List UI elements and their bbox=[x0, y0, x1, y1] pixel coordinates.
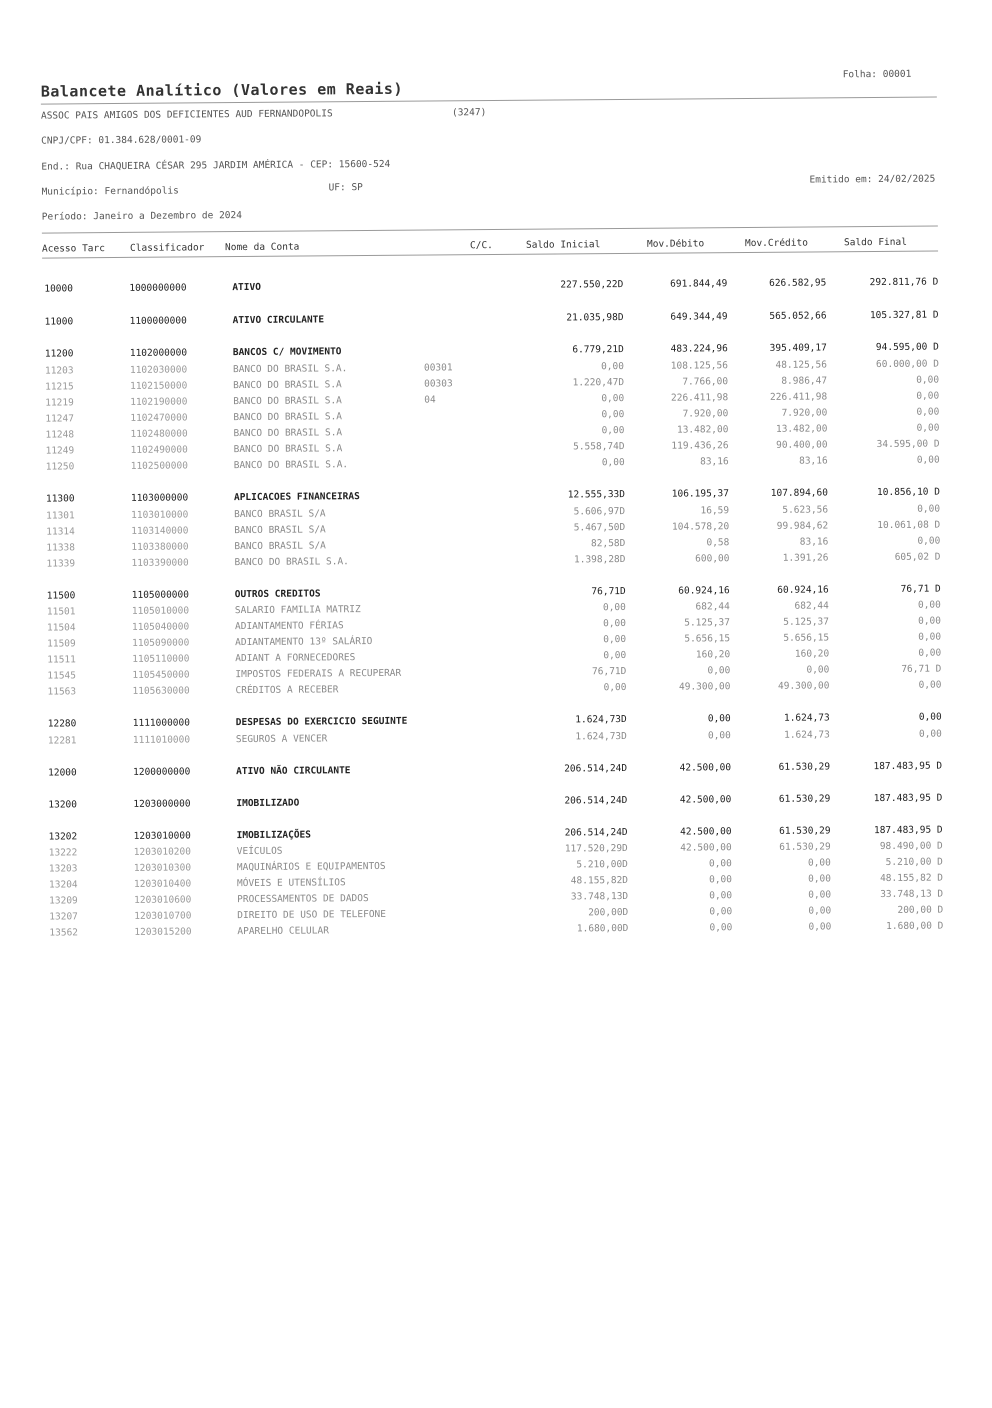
initial-balance: 227.550,22D bbox=[560, 279, 624, 291]
final-balance: 0,00 bbox=[916, 406, 940, 418]
address-line: End.: Rua CHAQUEIRA CÉSAR 295 JARDIM AMÉRICA - CEP: 15600-524 bbox=[41, 158, 391, 173]
classifier-code: 1102490000 bbox=[130, 444, 188, 456]
account-code: 12000 bbox=[48, 767, 77, 779]
account-code: 13202 bbox=[48, 831, 78, 843]
account-suffix: 00301 bbox=[423, 362, 453, 374]
debit-movement: 0,00 bbox=[707, 665, 731, 677]
account-name: ATIVO bbox=[232, 281, 261, 294]
account-code: 13203 bbox=[48, 863, 78, 875]
account-name: PROCESSAMENTOS DE DADOS bbox=[237, 893, 369, 906]
debit-movement: 0,00 bbox=[708, 858, 732, 870]
credit-movement: 99.984,62 bbox=[776, 520, 829, 532]
final-balance: 0,00 bbox=[916, 454, 940, 466]
credit-movement: 0,00 bbox=[808, 905, 832, 917]
final-balance: 292.811,76 D bbox=[869, 276, 939, 289]
final-balance: 94.595,00 D bbox=[875, 341, 939, 354]
entity-name: ASSOC PAIS AMIGOS DOS DEFICIENTES AUD FERNANDOPOLIS bbox=[40, 108, 333, 122]
account-code: 13562 bbox=[49, 927, 79, 939]
debit-movement: 83,16 bbox=[700, 456, 729, 468]
credit-movement: 565.052,66 bbox=[769, 310, 827, 322]
col-classificador: Classificador bbox=[129, 242, 205, 254]
account-name: BANCOS C/ MOVIMENTO bbox=[232, 346, 342, 359]
classifier-code: 1203010000 bbox=[133, 830, 191, 842]
municipality-line: Município: Fernandópolis bbox=[41, 185, 179, 198]
account-name: OUTROS CREDITOS bbox=[234, 588, 321, 601]
initial-balance: 5.606,97D bbox=[573, 506, 626, 518]
account-code: 11219 bbox=[45, 397, 74, 409]
account-code: 11301 bbox=[46, 510, 75, 522]
debit-movement: 13.482,00 bbox=[676, 424, 729, 436]
final-balance: 76,71 D bbox=[900, 583, 941, 595]
final-balance: 48.155,82 D bbox=[880, 872, 944, 885]
debit-movement: 7.766,00 bbox=[682, 376, 729, 388]
account-code: 11314 bbox=[46, 526, 75, 538]
account-code: 11300 bbox=[45, 493, 75, 505]
credit-movement: 5.656,15 bbox=[783, 632, 830, 644]
account-name: BANCO DO BRASIL S.A. bbox=[234, 556, 349, 569]
account-code: 11504 bbox=[46, 622, 76, 634]
initial-balance: 82,58D bbox=[590, 538, 626, 550]
credit-movement: 61.530,29 bbox=[778, 793, 831, 805]
final-balance: 187.483,95 D bbox=[873, 792, 943, 805]
final-balance: 0,00 bbox=[917, 503, 941, 515]
initial-balance: 6.779,21D bbox=[572, 344, 624, 356]
classifier-code: 1105090000 bbox=[132, 637, 190, 649]
debit-movement: 104.578,20 bbox=[671, 521, 730, 533]
final-balance: 76,71 D bbox=[901, 663, 942, 675]
classifier-code: 1103000000 bbox=[130, 492, 189, 504]
final-balance: 0,00 bbox=[918, 615, 942, 627]
col-cc: C/C. bbox=[469, 240, 493, 252]
initial-balance: 76,71D bbox=[591, 586, 626, 598]
debit-movement: 5.656,15 bbox=[684, 633, 731, 645]
final-balance: 0,00 bbox=[918, 711, 942, 723]
account-name: ATIVO NÃO CIRCULANTE bbox=[236, 765, 351, 778]
account-suffix: 04 bbox=[424, 394, 436, 406]
debit-movement: 0,00 bbox=[709, 874, 733, 886]
classifier-code: 1111000000 bbox=[132, 717, 190, 729]
classifier-code: 1103390000 bbox=[131, 557, 189, 569]
debit-movement: 60.924,16 bbox=[678, 585, 730, 597]
account-code: 11511 bbox=[47, 654, 76, 666]
account-name: DIREITO DE USO DE TELEFONE bbox=[237, 908, 387, 922]
initial-balance: 200,00D bbox=[588, 907, 629, 919]
classifier-code: 1102480000 bbox=[130, 428, 188, 440]
classifier-code: 1105630000 bbox=[132, 685, 190, 697]
account-name: BANCO DO BRASIL S.A. bbox=[232, 363, 348, 376]
credit-movement: 13.482,00 bbox=[775, 423, 828, 435]
cnpj-line: CNPJ/CPF: 01.384.628/0001-09 bbox=[41, 134, 202, 147]
table-header-top-rule bbox=[42, 226, 938, 234]
classifier-code: 1100000000 bbox=[129, 315, 187, 327]
account-name: IMOBILIZADO bbox=[236, 797, 300, 810]
final-balance: 187.483,95 D bbox=[873, 824, 943, 837]
final-balance: 1.680,00 D bbox=[886, 920, 944, 932]
col-acesso: Acesso Tarc bbox=[41, 243, 105, 255]
account-name: DESPESAS DO EXERCICIO SEGUINTE bbox=[235, 715, 408, 729]
debit-movement: 106.195,37 bbox=[671, 488, 730, 500]
credit-movement: 61.530,29 bbox=[779, 825, 831, 837]
initial-balance: 48.155,82D bbox=[570, 875, 629, 887]
final-balance: 0,00 bbox=[918, 631, 942, 643]
credit-movement: 682,44 bbox=[794, 600, 829, 612]
debit-movement: 0,00 bbox=[709, 890, 733, 902]
account-code: 13207 bbox=[49, 911, 78, 923]
account-code: 11248 bbox=[45, 429, 75, 441]
credit-movement: 1.391,26 bbox=[782, 552, 829, 564]
final-balance: 0,00 bbox=[917, 535, 941, 547]
account-code: 12281 bbox=[47, 735, 77, 747]
debit-movement: 0,58 bbox=[706, 537, 730, 549]
table-row bbox=[0, 276, 990, 298]
debit-movement: 682,44 bbox=[695, 601, 730, 613]
account-name: BANCO DO BRASIL S.A bbox=[233, 379, 342, 392]
col-saldo-final: Saldo Final bbox=[843, 236, 907, 249]
account-name: ADIANTAMENTO 13º SALÁRIO bbox=[235, 636, 373, 649]
debit-movement: 600,00 bbox=[695, 553, 730, 565]
state-line: UF: SP bbox=[328, 182, 363, 194]
debit-movement: 226.411,98 bbox=[670, 392, 729, 404]
initial-balance: 0,00 bbox=[603, 682, 627, 694]
account-code: 10000 bbox=[44, 283, 73, 295]
account-name: IMPOSTOS FEDERAIS A RECUPERAR bbox=[235, 667, 402, 681]
final-balance: 200,00 D bbox=[897, 904, 944, 916]
debit-movement: 160,20 bbox=[695, 649, 731, 661]
table-row bbox=[2, 760, 992, 782]
credit-movement: 61.530,29 bbox=[779, 841, 831, 853]
account-name: MAQUINÁRIOS E EQUIPAMENTOS bbox=[236, 860, 386, 874]
classifier-code: 1105110000 bbox=[132, 653, 190, 665]
final-balance: 0,00 bbox=[916, 374, 940, 386]
debit-movement: 7.920,00 bbox=[682, 408, 729, 420]
classifier-code: 1203010200 bbox=[133, 846, 192, 858]
account-code: 12280 bbox=[47, 718, 77, 730]
credit-movement: 0,00 bbox=[806, 664, 830, 676]
initial-balance: 0,00 bbox=[601, 457, 625, 469]
account-name: IMOBILIZAÇÕES bbox=[236, 829, 312, 842]
account-name: VEÍCULOS bbox=[236, 845, 283, 858]
initial-balance: 206.514,24D bbox=[564, 763, 628, 775]
final-balance: 34.595,00 D bbox=[876, 438, 940, 451]
debit-movement: 16,59 bbox=[700, 505, 730, 517]
final-balance: 187.483,95 D bbox=[873, 760, 943, 773]
debit-movement: 483.224,96 bbox=[670, 343, 728, 355]
classifier-code: 1102190000 bbox=[130, 396, 188, 408]
classifier-code: 1102500000 bbox=[130, 460, 188, 472]
classifier-code: 1105010000 bbox=[131, 605, 190, 617]
account-code: 11509 bbox=[47, 638, 76, 650]
account-name: BANCO BRASIL S/A bbox=[234, 524, 326, 537]
debit-movement: 691.844,49 bbox=[670, 278, 728, 290]
credit-movement: 5.623,56 bbox=[782, 504, 829, 516]
account-name: BANCO BRASIL S/A bbox=[234, 540, 326, 553]
account-code: 13209 bbox=[49, 895, 78, 907]
credit-movement: 8.986,47 bbox=[781, 375, 828, 387]
initial-balance: 1.624,73D bbox=[575, 731, 627, 743]
report-title: Balancete Analítico (Valores em Reais) bbox=[40, 79, 404, 101]
col-saldo-inicial: Saldo Inicial bbox=[525, 239, 601, 251]
credit-movement: 1.624,73 bbox=[783, 712, 830, 724]
account-name: BANCO DO BRASIL S.A. bbox=[233, 459, 349, 472]
initial-balance: 5.467,50D bbox=[573, 522, 626, 534]
credit-movement: 48.125,56 bbox=[775, 359, 827, 371]
final-balance: 0,00 bbox=[918, 679, 942, 691]
account-code: 13200 bbox=[48, 799, 78, 811]
debit-movement: 42.500,00 bbox=[679, 762, 732, 774]
account-name: BANCO DO BRASIL S.A bbox=[233, 427, 343, 440]
debit-movement: 42.500,00 bbox=[680, 826, 732, 838]
table-row bbox=[2, 792, 992, 814]
classifier-code: 1111010000 bbox=[132, 734, 191, 746]
classifier-code: 1203010300 bbox=[133, 862, 192, 874]
account-code: 11563 bbox=[47, 686, 77, 698]
classifier-code: 1000000000 bbox=[129, 282, 187, 294]
credit-movement: 395.409,17 bbox=[769, 342, 827, 354]
debit-movement: 649.344,49 bbox=[670, 311, 728, 323]
classifier-code: 1203010400 bbox=[133, 878, 192, 890]
initial-balance: 0,00 bbox=[602, 602, 626, 614]
initial-balance: 0,00 bbox=[601, 425, 625, 437]
classifier-code: 1103140000 bbox=[131, 525, 189, 537]
classifier-code: 1102150000 bbox=[130, 380, 188, 392]
credit-movement: 226.411,98 bbox=[769, 391, 828, 403]
debit-movement: 5.125,37 bbox=[684, 617, 731, 629]
final-balance: 5.210,00 D bbox=[885, 856, 943, 868]
final-balance: 605,02 D bbox=[894, 551, 941, 563]
debit-movement: 49.300,00 bbox=[678, 681, 731, 693]
classifier-code: 1200000000 bbox=[133, 766, 191, 778]
initial-balance: 0,00 bbox=[603, 618, 627, 630]
account-code: 13204 bbox=[48, 879, 78, 891]
credit-movement: 83,16 bbox=[799, 455, 828, 467]
table-row bbox=[0, 309, 991, 331]
credit-movement: 90.400,00 bbox=[776, 439, 828, 451]
final-balance: 98.490,00 D bbox=[879, 840, 943, 853]
account-name: MÓVEIS E UTENSÍLIOS bbox=[236, 877, 346, 890]
initial-balance: 0,00 bbox=[601, 393, 625, 405]
final-balance: 60.000,00 D bbox=[875, 358, 939, 371]
final-balance: 105.327,81 D bbox=[869, 309, 939, 322]
final-balance: 10.856,10 D bbox=[876, 486, 940, 499]
classifier-code: 1102470000 bbox=[130, 412, 188, 424]
final-balance: 33.748,13 D bbox=[880, 888, 944, 901]
credit-movement: 0,00 bbox=[808, 889, 832, 901]
classifier-code: 1203000000 bbox=[133, 798, 191, 810]
account-code: 11500 bbox=[46, 590, 76, 602]
account-code: 13222 bbox=[48, 847, 78, 859]
initial-balance: 0,00 bbox=[603, 634, 627, 646]
account-code: 11215 bbox=[45, 381, 74, 393]
final-balance: 0,00 bbox=[918, 647, 942, 659]
issued-date: Emitido em: 24/02/2025 bbox=[809, 173, 936, 186]
account-name: BANCO BRASIL S/A bbox=[234, 508, 326, 521]
account-name: BANCO DO BRASIL S.A bbox=[233, 411, 343, 424]
classifier-code: 1105450000 bbox=[132, 669, 190, 681]
credit-movement: 1.624,73 bbox=[784, 729, 830, 741]
account-code: 11247 bbox=[45, 413, 75, 425]
classifier-code: 1102000000 bbox=[129, 347, 188, 359]
final-balance: 0,00 bbox=[916, 390, 940, 402]
account-code: 11000 bbox=[44, 316, 74, 328]
account-name: CRÉDITOS A RECEBER bbox=[235, 684, 339, 697]
initial-balance: 0,00 bbox=[603, 650, 627, 662]
debit-movement: 119.436,26 bbox=[671, 440, 729, 452]
period-line: Período: Janeiro a Dezembro de 2024 bbox=[41, 210, 242, 223]
initial-balance: 1.624,73D bbox=[575, 714, 627, 726]
debit-movement: 0,00 bbox=[709, 922, 733, 934]
credit-movement: 160,20 bbox=[794, 648, 830, 660]
classifier-code: 1103380000 bbox=[131, 541, 189, 553]
credit-movement: 60.924,16 bbox=[777, 584, 829, 596]
initial-balance: 1.220,47D bbox=[572, 377, 625, 389]
initial-balance: 206.514,24D bbox=[564, 795, 628, 807]
initial-balance: 0,00 bbox=[601, 361, 624, 373]
account-name: BANCO DO BRASIL S.A bbox=[233, 395, 342, 408]
account-code: 11501 bbox=[46, 606, 76, 618]
account-name: APLICACOES FINANCEIRAS bbox=[233, 491, 360, 504]
debit-movement: 42.500,00 bbox=[680, 842, 732, 854]
account-code: 11249 bbox=[45, 445, 75, 457]
col-mov-debito: Mov.Débito bbox=[646, 238, 705, 250]
account-name: SEGUROS A VENCER bbox=[235, 733, 328, 746]
account-name: SALARIO FAMILIA MATRIZ bbox=[234, 604, 361, 617]
final-balance: 0,00 bbox=[918, 728, 942, 740]
debit-movement: 0,00 bbox=[709, 906, 733, 918]
account-name: BANCO DO BRASIL S.A bbox=[233, 443, 343, 456]
classifier-code: 1103010000 bbox=[131, 509, 189, 521]
credit-movement: 0,00 bbox=[807, 857, 831, 869]
entity-code: (3247) bbox=[451, 107, 487, 119]
account-name: ATIVO CIRCULANTE bbox=[232, 314, 325, 327]
credit-movement: 49.300,00 bbox=[777, 680, 830, 692]
account-code: 11338 bbox=[46, 542, 76, 554]
final-balance: 0,00 bbox=[916, 422, 940, 434]
account-code: 11203 bbox=[44, 365, 74, 377]
credit-movement: 7.920,00 bbox=[781, 407, 828, 419]
account-name: APARELHO CELULAR bbox=[237, 925, 329, 938]
initial-balance: 33.748,13D bbox=[570, 891, 629, 903]
account-code: 11200 bbox=[44, 348, 74, 360]
classifier-code: 1102030000 bbox=[129, 364, 188, 376]
credit-movement: 626.582,95 bbox=[769, 277, 827, 289]
col-nome: Nome da Conta bbox=[224, 241, 300, 254]
initial-balance: 117.520,29D bbox=[564, 843, 628, 855]
account-suffix: 00303 bbox=[424, 378, 453, 390]
initial-balance: 5.210,00D bbox=[576, 859, 628, 871]
initial-balance: 1.680,00D bbox=[576, 923, 629, 935]
credit-movement: 107.894,60 bbox=[770, 487, 828, 499]
debit-movement: 0,00 bbox=[707, 730, 731, 742]
credit-movement: 0,00 bbox=[808, 921, 832, 933]
account-name: ADIANT A FORNECEDORES bbox=[235, 652, 356, 665]
final-balance: 0,00 bbox=[917, 599, 941, 611]
credit-movement: 61.530,29 bbox=[778, 761, 831, 773]
account-code: 11339 bbox=[46, 558, 76, 570]
page-number: Folha: 00001 bbox=[842, 68, 912, 81]
initial-balance: 1.398,28D bbox=[573, 554, 626, 566]
account-code: 11545 bbox=[47, 670, 77, 682]
credit-movement: 0,00 bbox=[808, 873, 832, 885]
col-mov-credito: Mov.Crédito bbox=[744, 237, 808, 250]
debit-movement: 108.125,56 bbox=[670, 360, 728, 372]
classifier-code: 1203010600 bbox=[134, 894, 192, 906]
account-code: 11250 bbox=[45, 461, 75, 473]
classifier-code: 1105040000 bbox=[131, 621, 190, 633]
initial-balance: 21.035,98D bbox=[566, 312, 624, 324]
classifier-code: 1203010700 bbox=[134, 910, 192, 922]
initial-balance: 76,71D bbox=[591, 666, 627, 678]
initial-balance: 206.514,24D bbox=[564, 827, 628, 839]
classifier-code: 1105000000 bbox=[131, 589, 189, 601]
credit-movement: 5.125,37 bbox=[783, 616, 830, 628]
initial-balance: 5.558,74D bbox=[573, 441, 625, 453]
debit-movement: 42.500,00 bbox=[679, 794, 732, 806]
account-name: ADIANTAMENTO FÉRIAS bbox=[234, 620, 344, 633]
final-balance: 10.061,08 D bbox=[877, 519, 941, 532]
credit-movement: 83,16 bbox=[799, 536, 829, 548]
classifier-code: 1203015200 bbox=[134, 926, 192, 938]
initial-balance: 0,00 bbox=[601, 409, 625, 421]
initial-balance: 12.555,33D bbox=[567, 489, 626, 501]
debit-movement: 0,00 bbox=[707, 713, 731, 725]
